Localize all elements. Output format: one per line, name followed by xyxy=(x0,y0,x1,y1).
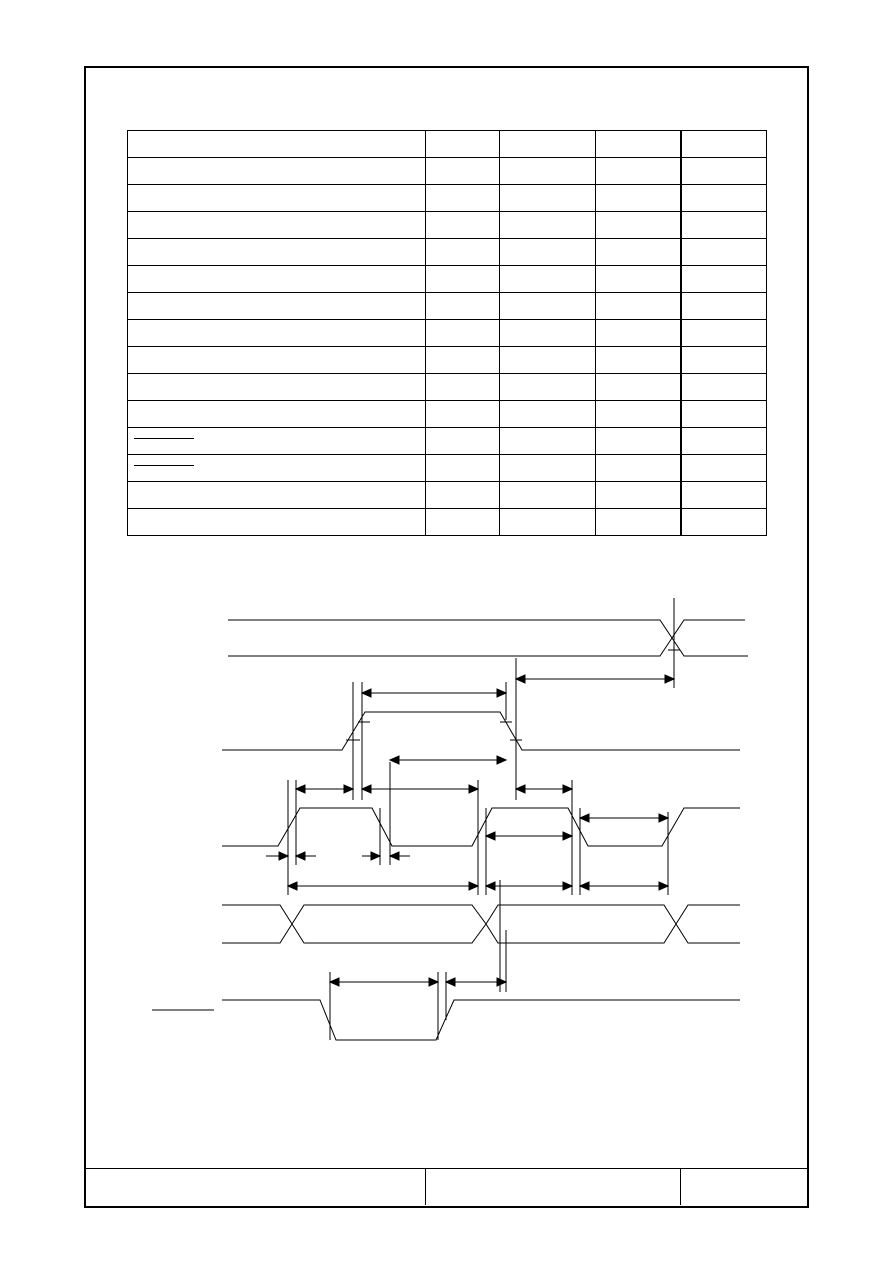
title-block-middle xyxy=(432,1169,672,1205)
timing-dimension-arrows xyxy=(266,675,674,986)
signal-5-waveform xyxy=(152,880,740,1040)
title-block-left xyxy=(92,1169,422,1205)
title-block-divider xyxy=(425,1169,426,1205)
title-block-divider xyxy=(680,1169,681,1205)
signal-3-waveform xyxy=(222,762,740,895)
signal-4-waveform xyxy=(222,905,740,943)
title-block xyxy=(86,1168,807,1207)
title-block-right xyxy=(686,1169,796,1205)
signal-1-waveform xyxy=(228,598,748,688)
